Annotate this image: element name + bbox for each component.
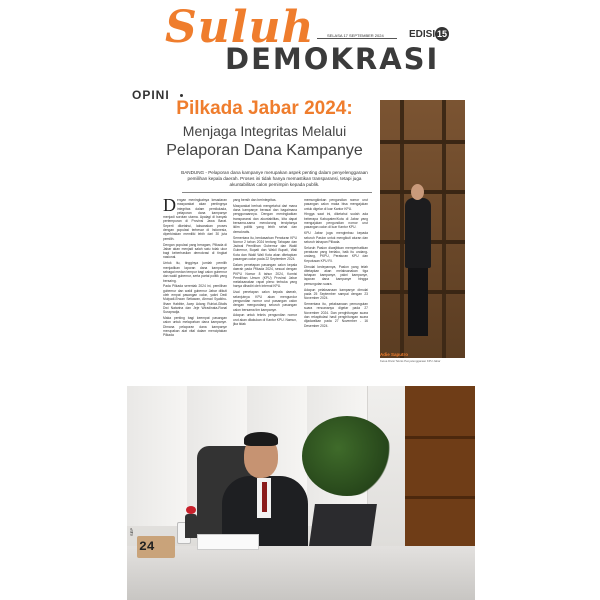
article-column-1 xyxy=(163,198,227,388)
plant xyxy=(302,416,392,496)
article-column-3 xyxy=(304,198,368,388)
shelf xyxy=(380,140,465,144)
logo-demokrasi: DEMOKRASI xyxy=(225,42,440,76)
paragraph xyxy=(163,198,227,241)
paragraph: Sementara itu, pelaksanaan pemungutan suara rencananya digelar pada 27 November 2024. Dan penghitungan suara dan rekapitulasi hasil penghitungan suara dijadwalkan pada 27 November - 16 Desember 2024. xyxy=(304,302,368,328)
calendar-day: 24 xyxy=(139,539,155,554)
photo-caption-role: Ketua Divisi Teknis Penyelenggaraan KPU Jabar xyxy=(380,359,441,363)
newspaper-page xyxy=(127,0,475,600)
paragraph: Pada Pilkada serentak 2024 ini, pemilihan gubernur dan wakil gubernur Jabar diikuti oleh empat pasangan calon, yakni Dedi Mulyadi-Erwan Setiawan, Ahmad Syaikhu-Ilham Habibie, Acep Adang Ruhiat-Gitalis Dwi Natarina dan Jeje Wiradinata-Ronal Surapradja. xyxy=(163,284,227,315)
lead-divider xyxy=(182,192,372,193)
desk xyxy=(127,546,475,600)
paragraph: Dalam penetapan pasangan calon kepala daerah pada Pilkada 2024, sesuai dengan PKPU Nomor 8 tahun 2024, Komisi Pemilihan Umum (KPU) Provinsi Jabar melaksanakan rapat pleno terbuka yang hanya dihadiri oleh internal KPU. xyxy=(233,262,297,289)
subheading-1: Menjaga Integritas Melalui xyxy=(182,123,347,139)
person-head xyxy=(411,184,424,200)
shelf-divider xyxy=(442,100,446,358)
edition-label: EDISI xyxy=(409,29,436,40)
article-column-2 xyxy=(233,198,297,388)
figurine-top xyxy=(186,506,196,514)
paragraph: Seluruh Paslon diwajibkan memperhatikan peraturan yang berlaku, baik itu undang-undang, PKPU, Peraturan KPU dan Keputusan KPU RI. xyxy=(304,245,368,263)
paragraph: memungkinkan pengundian nomor urut pasangan calon maka bisa mengajukan untuk digelar di luar Kantor KPU. xyxy=(304,198,368,211)
paragraph-text: engan meningkatnya kesadaran masyarakat akan pentingnya integritas dalam pemilukada, pelaporan dana kampanye menjadi sorotan utama. Apalagi di banyak pertempuran di Provinsi Jawa Barat. Seperti diketahui, laksanakan proses dengan populasi terbesar di Indonesia, diperkirakan memiliki lebih dari 30 juta pemilih. xyxy=(163,198,227,241)
office-photo xyxy=(127,386,475,600)
paragraph: Maka penting bagi keempat pasangan calon untuk melaporkan dana kampanye. Dimana pelaporan dana kampanye merupakan alat vital dalam menciptakan Pilkada xyxy=(163,316,227,338)
cabinet-shelf xyxy=(405,436,475,439)
paragraph: Dengan populasi yang beragam, Pilkada di Jabar akan menjadi salah satu tolak ukur bagi keberhasilan demokrasi di tingkat nasional. xyxy=(163,242,227,260)
paragraph: Hingga saat ini, diketahui sudah ada beberapa Kabupaten/Kota di Jabar yang mengajukan pengundian nomor urut pasangan calon di luar Kantor KPU. xyxy=(304,212,368,230)
paragraph: Sementara itu, berdasarkan Peraturan KPU Nomor 2 tahun 2024 tentang Tahapan dan Jadwal Pemilihan Gubernur dan Wakil Gubernur, Bupati dan Wakil Bupati, Wali Kota dan Wakil Wali Kota akan ditetapkan pasangan calon pada 22 September 2024. xyxy=(233,235,297,262)
shelf-divider xyxy=(400,100,404,358)
paragraph: Usai penetapan calon kepala daerah, selanjutnya KPU akan mengundur pengundian nomor urut pasangan calon dengan mengundang seluruh pasangan calon bersama tim kampanye. xyxy=(233,290,297,312)
paragraph: Untuk itu, tingginya jumlah pemilih menjadikan laporan dana kampanye sebagai medan tempur bagi calon gubernur dan wakil gubernur, serta partai politik yang bersaing. xyxy=(163,261,227,283)
edition-number-badge: 15 xyxy=(436,29,447,39)
photo-caption-name: Adie Saputro xyxy=(380,352,409,357)
person-tie xyxy=(262,482,267,512)
section-label: OPINI xyxy=(132,88,170,102)
edition-rule xyxy=(317,38,397,39)
section-dot xyxy=(180,94,183,97)
wall-panel xyxy=(127,386,188,526)
calendar-month: SEP xyxy=(129,527,134,536)
subheading-2: Pelaporan Dana Kampanye xyxy=(166,142,363,159)
person-hair xyxy=(244,432,278,446)
logo-suluh: Suluh xyxy=(165,2,315,53)
lead-paragraph: BANDUNG - Pelaporan dana kampanye merupakan aspek penting dalam penyelenggaraan pemilihan kepala daerah. Proses ini tidak hanya memastikan transparansi, tetapi juga akuntabilitas calon pemimpin kepada publik. xyxy=(181,170,368,187)
portrait-photo xyxy=(380,100,465,358)
figurine xyxy=(185,514,197,538)
cabinet-shelf xyxy=(405,496,475,499)
edition-date: SELASA 17 SEPTEMBER 2024 xyxy=(327,33,384,38)
paragraph: KPU Jabar juga mengimbau kepada seluruh Paslon untuk mengikuti aturan dan seluruh tahapan Pilkada. xyxy=(304,231,368,244)
dropcap: D xyxy=(163,198,176,215)
person-body xyxy=(405,198,431,268)
paragraph: yang bersih dan berintegritas. xyxy=(233,198,277,202)
papers xyxy=(197,534,259,550)
person-legs xyxy=(408,266,428,336)
paragraph: Masyarakat berhak mengetahui dari mana dana kampanye berasal dan bagaimana penggunaannya. Dengan meningkatkan transparansi dan akuntabilitas, kita dapat bersama-sama mendorong terciptanya iklim politik yang lebih sehat dan demokratis. xyxy=(233,203,297,234)
paragraph: Adapun untuk teknis pengundian nomor urut akan dilakukan di Kantor KPU. Namun, jika tidak xyxy=(233,313,297,326)
laptop xyxy=(309,504,377,546)
paragraph: Adapun pelaksanaan kampanye dimulai pada 25 September sampai dengan 23 November 2024. xyxy=(304,287,368,301)
paragraph: Dimulai kedepannya, Paslon yang telah ditetapkan akan melaksanakan tiga tahapan kampanye, yakni kampanye, laporan dana kampanye hingga pemungutan suara. xyxy=(304,264,368,286)
headline: Pilkada Jabar 2024: xyxy=(176,98,353,119)
masthead xyxy=(127,0,475,82)
